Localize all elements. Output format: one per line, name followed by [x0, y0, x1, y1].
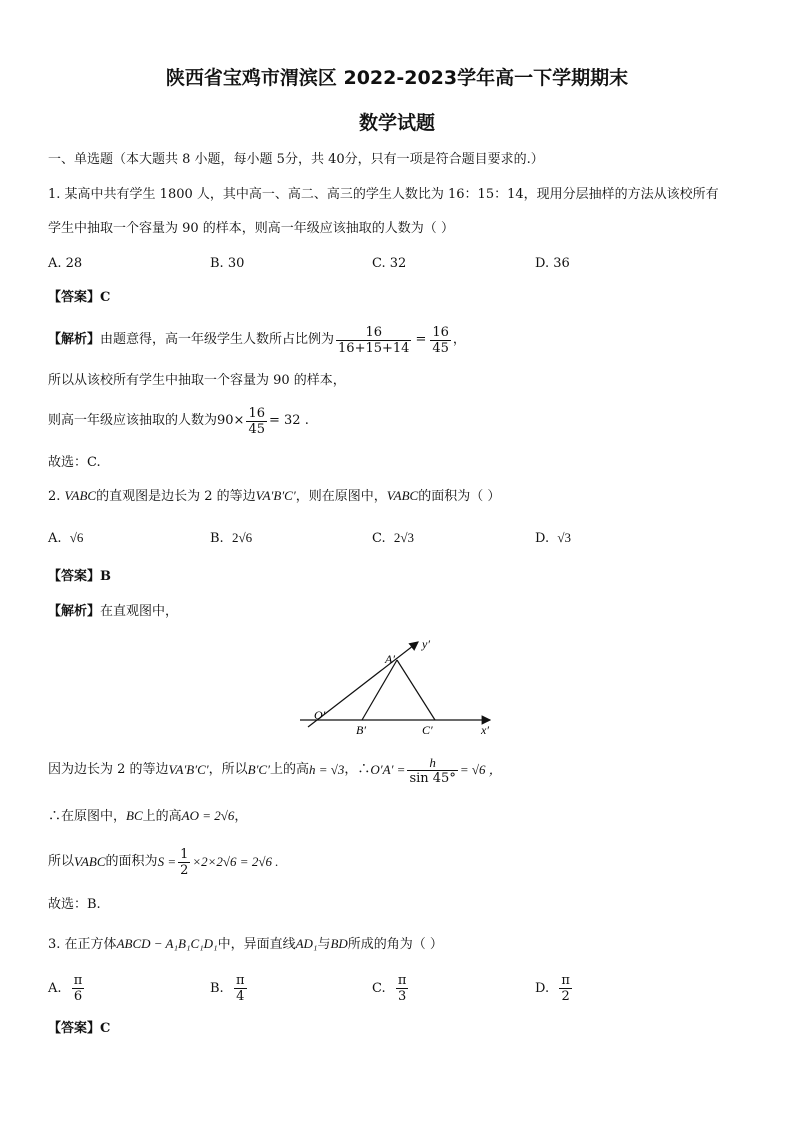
sol-text: 上的高 [142, 809, 182, 824]
fraction-denominator: 2 [559, 988, 572, 1004]
math-expr: VABC [74, 854, 106, 869]
option-letter: D. [535, 981, 550, 996]
q1-choice: 故选：C. [48, 455, 101, 470]
question-number: 2. [48, 489, 61, 504]
sol-text: 因为边长为 2 的等边 [48, 762, 169, 777]
sol-text: 上的高 [269, 762, 309, 777]
sol-text: 所以 [48, 854, 75, 869]
fraction-numerator: 16 [248, 405, 265, 421]
q3-stem [48, 936, 443, 953]
label-a: A′ [385, 652, 395, 666]
fraction-numerator: π [397, 973, 407, 988]
fraction [72, 973, 85, 1004]
sol-text: ， [234, 809, 248, 824]
analysis-text: 由题意得，高一年级学生人数所占比例为 [100, 332, 335, 347]
q1-line-a: 所以从该校所有学生中抽取一个容量为 90 的样本， [48, 373, 346, 388]
label-o: O′ [314, 708, 326, 722]
option-value: 2√3 [393, 530, 415, 545]
stem-text: 中，异面直线 [217, 937, 296, 952]
sol-text: 的面积为 [105, 854, 158, 869]
stem-text: 在正方体 [64, 937, 117, 952]
edge-ab [362, 660, 397, 720]
q2-solution-2 [48, 808, 247, 825]
fraction [559, 973, 572, 1004]
math-expr: ×2×2√6 = 2√6 . [192, 854, 279, 869]
analysis-text: 在直观图中， [100, 604, 179, 619]
fraction-numerator: 16 [365, 324, 383, 340]
q2-choice: 故选：B. [48, 897, 101, 912]
stem-text: 所成的角为（ ） [347, 937, 443, 952]
fraction-numerator: π [73, 973, 83, 988]
math-expr: = √6 ， [459, 762, 502, 777]
q2-solution-3 [48, 842, 278, 882]
option-value: √3 [557, 530, 571, 545]
stem-text: 的面积为（ ） [418, 489, 501, 504]
q2-answer: 【答案】B [48, 569, 111, 584]
analysis-label: 【解析】 [48, 604, 101, 619]
comma: ， [452, 332, 466, 347]
analysis-label: 【解析】 [48, 332, 101, 347]
math-expr: B′C′ [247, 762, 270, 777]
fraction-denominator: 2 [180, 862, 189, 878]
sol-text: ，所以 [208, 762, 248, 777]
q2-option-b [210, 530, 252, 546]
fraction-denominator: sin 45° [409, 770, 456, 786]
q1-option-d: D. 36 [535, 256, 570, 271]
fraction [396, 973, 409, 1004]
fraction-denominator: 4 [234, 988, 247, 1004]
fraction-denominator: 3 [396, 988, 409, 1004]
fraction [246, 406, 267, 437]
math-expr: h = √3 [308, 762, 345, 777]
q2-solution-1 [48, 750, 502, 790]
sol-text: ，∴ [344, 762, 371, 777]
math-expr: AO = 2√6 [181, 808, 235, 823]
option-letter: C. [372, 981, 386, 996]
math-expr: VABC [64, 488, 97, 503]
oblique-projection-diagram [290, 630, 510, 745]
q2-analysis [48, 604, 178, 620]
label-y: y′ [422, 637, 430, 651]
q1-answer: 【答案】C [48, 290, 111, 305]
q1-stem-line1: 1. 某高中共有学生 1800 人，其中高一、高二、高三的学生人数比为 16：15：14，现用分层抽样的方法从该校所有 [48, 187, 719, 202]
fraction-numerator: 1 [180, 846, 189, 862]
math-expr: ABCD − A₁B₁C₁D₁ [116, 936, 218, 951]
q1-option-a: A. 28 [48, 256, 83, 271]
option-letter: B. [210, 531, 224, 546]
q3-option-b [210, 973, 249, 1004]
edge-ac [397, 660, 435, 720]
math-expr: VA′B′C′ [255, 488, 296, 503]
q1-option-c: C. 32 [372, 256, 407, 271]
math-expr: BC [126, 808, 143, 823]
label-b: B′ [356, 723, 366, 737]
q1-analysis [48, 320, 466, 360]
math-expr: VA′B′C′ [168, 762, 209, 777]
fraction [407, 755, 457, 786]
q2-option-d [535, 530, 571, 546]
fraction-numerator: h [429, 754, 436, 770]
q3-option-d [535, 973, 574, 1004]
fraction-numerator: 16 [432, 324, 449, 340]
fraction-numerator: π [235, 973, 245, 988]
q2-option-a [48, 530, 83, 546]
fraction [234, 973, 247, 1004]
option-letter: A. [48, 981, 62, 996]
question-number: 3. [48, 937, 61, 952]
option-value: 2√6 [231, 530, 253, 545]
q2-stem [48, 488, 500, 505]
fraction-denominator: 6 [72, 988, 85, 1004]
math-expr: AD₁ [295, 936, 318, 951]
equals-sign: = [415, 332, 427, 347]
stem-text: ，则在原图中， [295, 489, 387, 504]
option-letter: A. [48, 531, 62, 546]
fraction-denominator: 16+15+14 [338, 340, 410, 356]
fraction-denominator: 45 [432, 340, 449, 356]
fraction-denominator: 45 [248, 421, 265, 437]
q1-line-b [48, 401, 309, 441]
fraction [336, 325, 411, 356]
line-b-prefix: 则高一年级应该抽取的人数为 [48, 413, 218, 428]
math-expr: VABC [386, 488, 419, 503]
math-expr: BD [330, 936, 348, 951]
line-b-expr: 90× [217, 413, 245, 428]
page-title: 陕西省宝鸡市渭滨区 2022-2023学年高一下学期期末 [165, 67, 629, 89]
math-expr: S = [157, 854, 177, 869]
q1-stem-line2: 学生中抽取一个容量为 90 的样本，则高一年级应该抽取的人数为（ ） [48, 221, 454, 236]
math-expr: O′A′ = [370, 762, 406, 777]
line-b-result: = 32 . [269, 413, 309, 428]
label-c: C′ [422, 723, 433, 737]
page-subtitle: 数学试题 [358, 112, 435, 134]
option-value: √6 [69, 530, 84, 545]
stem-text: 的直观图是边长为 2 的等边 [96, 489, 256, 504]
fraction-numerator: π [561, 973, 570, 988]
option-letter: B. [210, 981, 224, 996]
q1-option-b: B. 30 [210, 256, 245, 271]
sol-text: ∴在原图中， [48, 809, 127, 824]
q3-answer: 【答案】C [48, 1021, 111, 1036]
q3-option-c [372, 973, 410, 1004]
q3-option-a [48, 973, 86, 1004]
q2-option-c [372, 530, 414, 546]
stem-text: 与 [317, 937, 331, 952]
option-letter: C. [372, 531, 386, 546]
fraction [178, 847, 190, 878]
option-letter: D. [535, 531, 550, 546]
label-x: x′ [481, 723, 489, 737]
fraction [430, 325, 451, 356]
section-heading: 一、单选题（本大题共 8 小题，每小题 5分，共 40分，只有一项是符合题目要求的.） [48, 152, 544, 167]
